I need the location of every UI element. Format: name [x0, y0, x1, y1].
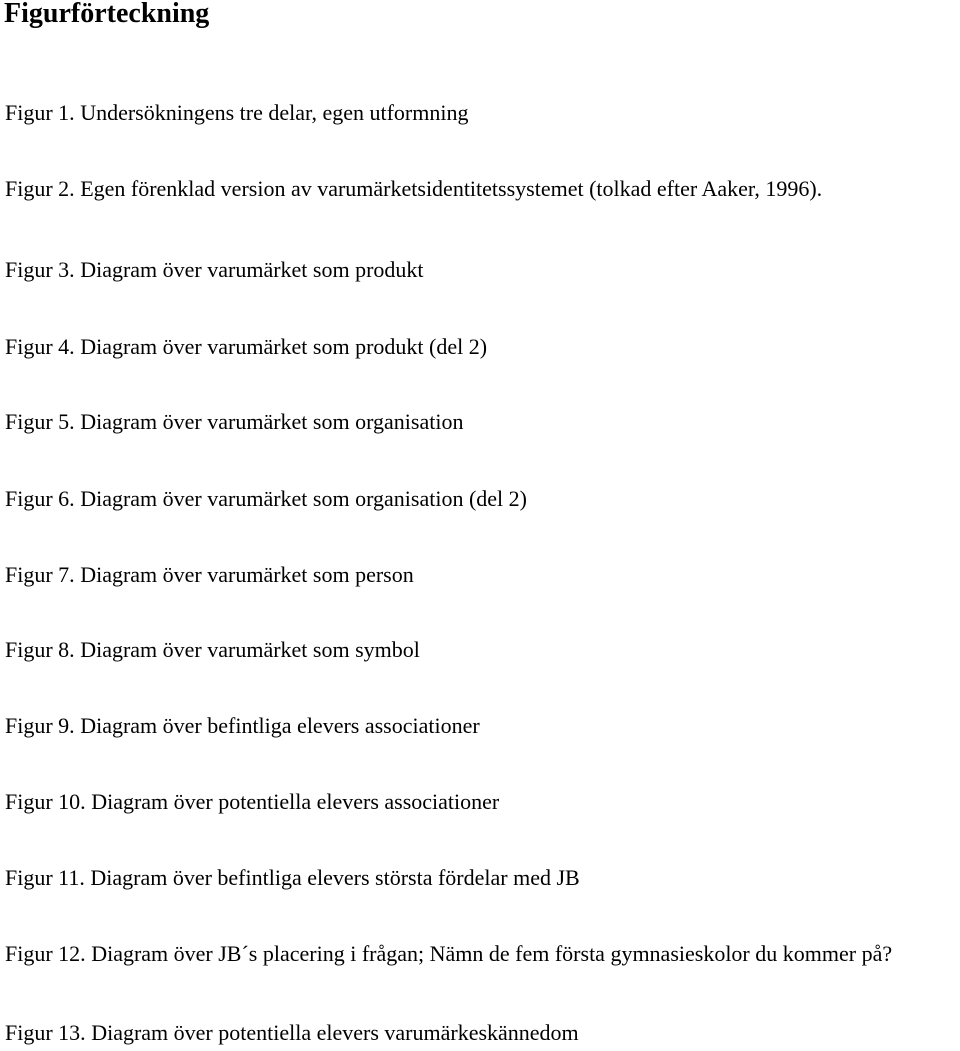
- figure-item-9: [5, 713, 480, 739]
- figure-item-3: [5, 257, 424, 283]
- figure-label: Figur 1.: [5, 100, 75, 125]
- figure-title: Undersökningens tre delar, egen utformning: [80, 100, 469, 125]
- figure-label: Figur 12.: [5, 941, 86, 966]
- figure-item-12: [5, 941, 892, 967]
- figure-item-6: [5, 486, 527, 512]
- figure-item-1: [5, 100, 468, 126]
- figure-item-11: [5, 865, 580, 891]
- figure-title: Diagram över varumärket som produkt (del 2): [80, 334, 488, 359]
- figure-title: Diagram över befintliga elevers största fördelar med JB: [90, 865, 580, 890]
- figure-title: Diagram över potentiella elevers varumärkeskännedom: [91, 1020, 579, 1045]
- figure-item-2: [5, 176, 822, 202]
- figure-label: Figur 4.: [5, 334, 75, 359]
- figure-title: Diagram över befintliga elevers associationer: [80, 713, 480, 738]
- figure-title: Diagram över JB´s placering i frågan; Nämn de fem första gymnasieskolor du kommer på?: [91, 941, 893, 966]
- figure-item-13: [5, 1020, 579, 1046]
- figure-title: Diagram över varumärket som person: [80, 562, 414, 587]
- figure-item-8: [5, 637, 420, 663]
- figure-label: Figur 13.: [5, 1020, 86, 1045]
- figure-title: Diagram över varumärket som produkt: [80, 257, 424, 282]
- figure-label: Figur 3.: [5, 257, 75, 282]
- figure-item-4: [5, 334, 487, 360]
- figure-item-5: [5, 409, 463, 435]
- figure-title: Diagram över potentiella elevers associationer: [91, 789, 500, 814]
- figure-label: Figur 7.: [5, 562, 75, 587]
- figure-label: Figur 10.: [5, 789, 86, 814]
- figure-label: Figur 5.: [5, 409, 75, 434]
- figure-label: Figur 9.: [5, 713, 75, 738]
- figure-title: Diagram över varumärket som organisation: [80, 409, 464, 434]
- figure-label: Figur 8.: [5, 637, 75, 662]
- figure-title: Egen förenklad version av varumärketsidentitetssystemet (tolkad efter Aaker, 1996).: [80, 176, 823, 201]
- figure-item-10: [5, 789, 499, 815]
- figure-label: Figur 11.: [5, 865, 85, 890]
- page-title: Figurförteckning: [4, 0, 210, 29]
- figure-item-7: [5, 562, 414, 588]
- figure-label: Figur 6.: [5, 486, 75, 511]
- figure-label: Figur 2.: [5, 176, 75, 201]
- figure-title: Diagram över varumärket som organisation (del 2): [80, 486, 527, 511]
- figure-title: Diagram över varumärket som symbol: [80, 637, 420, 662]
